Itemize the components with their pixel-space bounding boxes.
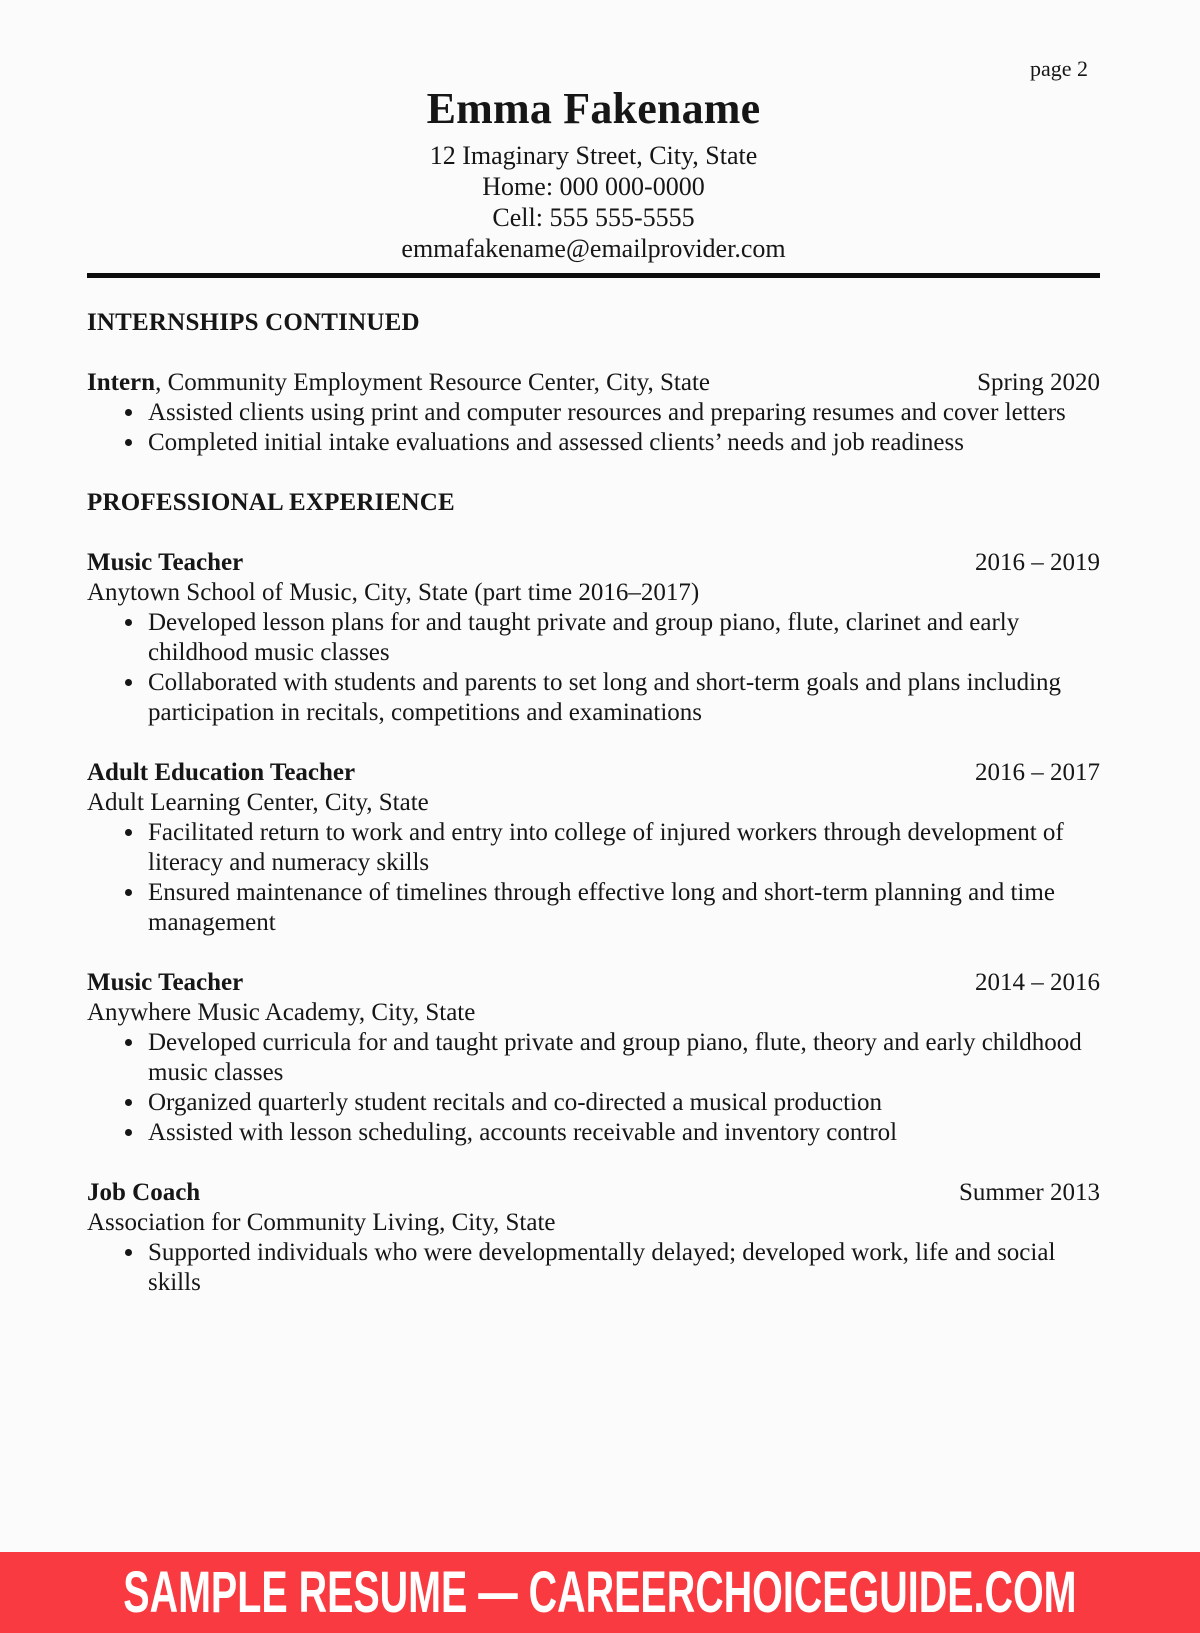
job-title: Music Teacher [87,549,244,576]
job-date: 2016 – 2017 [975,759,1100,786]
address-line: 12 Imaginary Street, City, State [429,141,758,170]
section-title: INTERNSHIPS CONTINUED [87,309,420,336]
bullet-item: • Assisted with lesson scheduling, accounts receivable and inventory control [146,1118,1100,1148]
job-organization: Adult Learning Center, City, State [87,789,429,816]
bullet-item: • Supported individuals who were developmentally delayed; developed work, life and social skills [146,1238,1100,1298]
job-title: Intern [87,369,156,396]
experience-entry-music-teacher-2016 [87,548,1100,728]
sample-banner [0,1552,1200,1633]
bullet-item: • Collaborated with students and parents to set long and short-term goals and plans including participation in recitals, competitions and examinations [146,668,1100,728]
entry-head [87,968,1100,998]
candidate-name: Emma Fakename [426,84,761,133]
page-number: page 2 [1029,56,1088,81]
experience-entry-intern [87,368,1100,458]
entry-head [87,368,1100,398]
job-date: 2016 – 2019 [975,549,1100,576]
cell-phone-line: Cell: 555 555-5555 [492,203,695,232]
resume-header [87,84,1100,264]
experience-entry-job-coach [87,1178,1100,1298]
entry-head [87,758,1100,788]
home-phone-line: Home: 000 000-0000 [482,172,705,201]
bullet-item: • Ensured maintenance of timelines through effective long and short-term planning and time management [146,878,1100,938]
bullet-list [87,1238,1100,1298]
job-organization: , Community Employment Resource Center, City, State [155,369,711,396]
entry-title-line [87,368,710,398]
bullet-list [87,818,1100,938]
job-date: Spring 2020 [977,369,1100,396]
job-organization: Anytown School of Music, City, State (part time 2016–2017) [87,579,700,606]
job-date: Summer 2013 [959,1179,1100,1206]
bullet-list [87,1028,1100,1148]
job-date: 2014 – 2016 [975,969,1100,996]
bullet-item: • Assisted clients using print and computer resources and preparing resumes and cover letters [146,398,1100,428]
bullet-item: • Organized quarterly student recitals and co-directed a musical production [146,1088,1100,1118]
sample-banner-text: SAMPLE RESUME — CAREERCHOICEGUIDE.COM [123,1559,1077,1625]
experience-entry-music-teacher-2014 [87,968,1100,1148]
job-title: Music Teacher [87,969,244,996]
bullet-list [87,608,1100,728]
section-title: PROFESSIONAL EXPERIENCE [87,489,455,516]
header-divider [87,273,1100,278]
bullet-item: • Completed initial intake evaluations and assessed clients’ needs and job readiness [146,428,1100,458]
job-title: Job Coach [87,1179,201,1206]
section-professional-experience [87,488,1100,1298]
entry-head [87,1178,1100,1208]
job-organization: Association for Community Living, City, State [87,1209,556,1236]
experience-entry-adult-education-teacher [87,758,1100,938]
bullet-item: • Facilitated return to work and entry into college of injured workers through development of literacy and numeracy skills [146,818,1100,878]
email-line: emmafakename@emailprovider.com [401,234,786,263]
section-internships-continued [87,308,1100,458]
bullet-item: • Developed curricula for and taught private and group piano, flute, theory and early childhood music classes [146,1028,1100,1088]
job-organization: Anywhere Music Academy, City, State [87,999,476,1026]
bullet-item: • Developed lesson plans for and taught private and group piano, flute, clarinet and early childhood music classes [146,608,1100,668]
job-title: Adult Education Teacher [87,759,356,786]
entry-head [87,548,1100,578]
bullet-list [87,398,1100,458]
